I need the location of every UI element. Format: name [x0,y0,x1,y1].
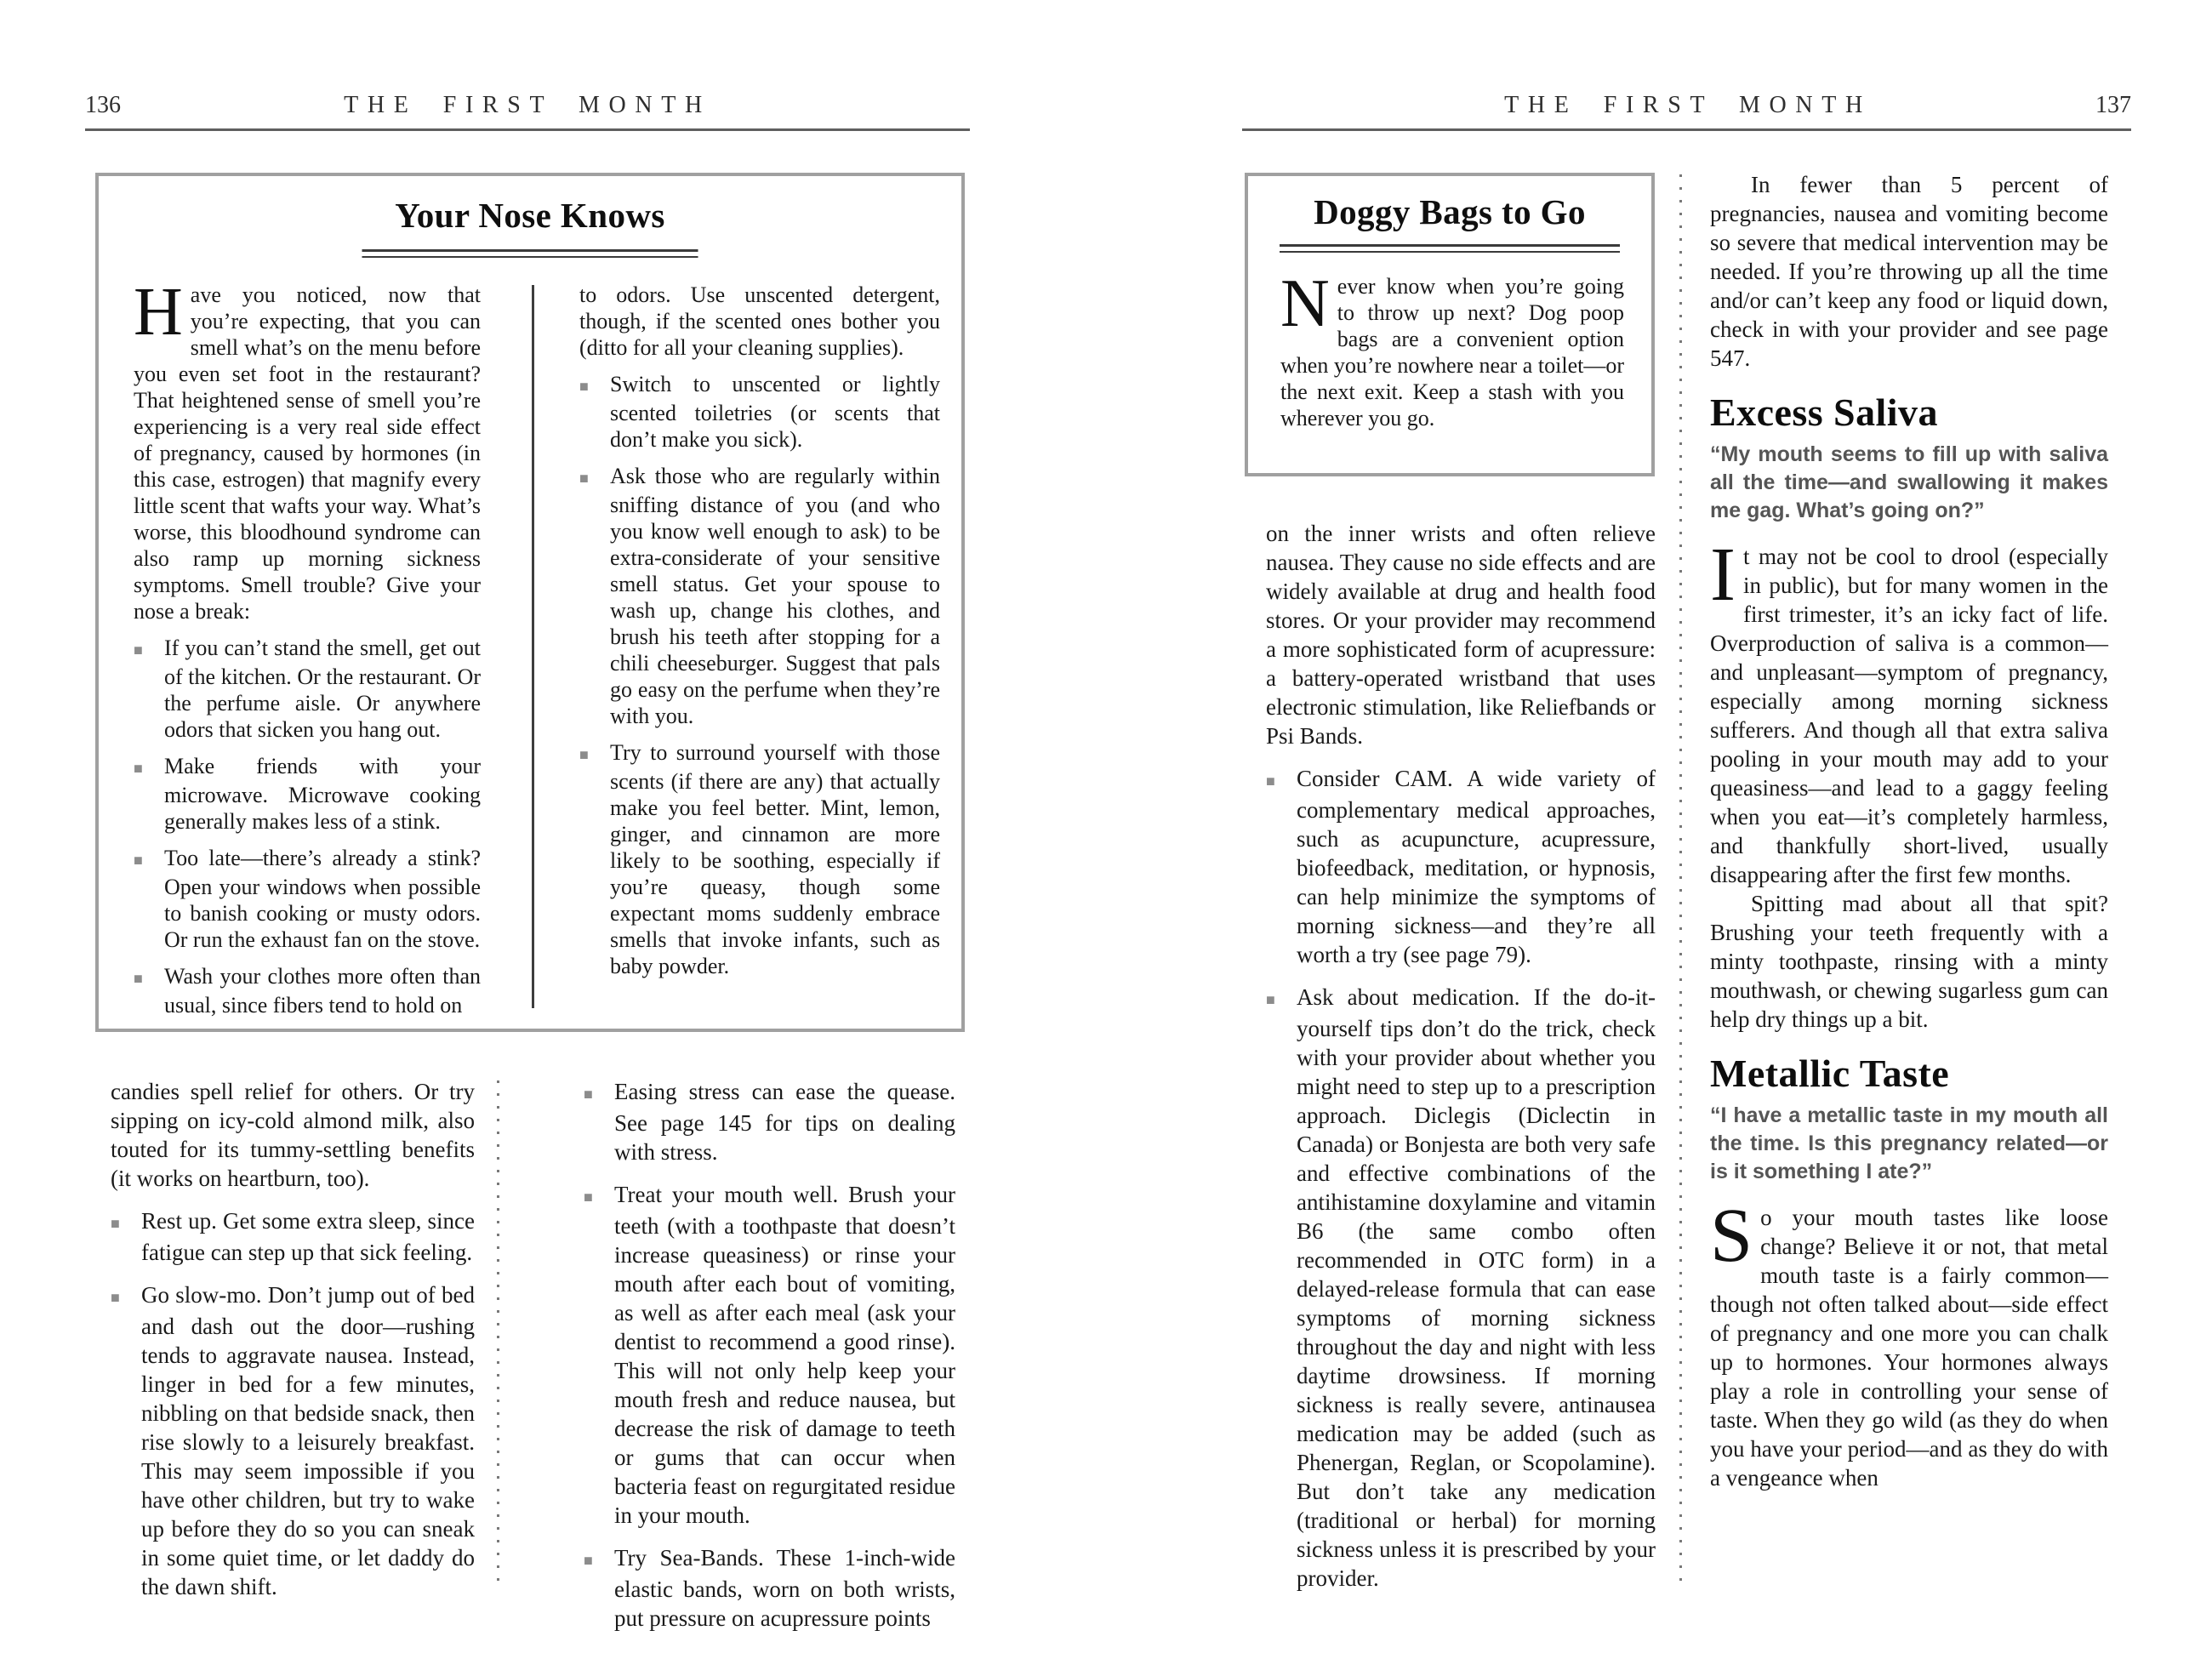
list-item-text: Go slow-mo. Don’t jump out of bed and dash out the door—rushing tends to aggravate nausea. Instead, linger in bed for a few minutes, nibbling on that bedside snack, then rise slowly to a leisurely breakfast. This may seem impossible if you have other children, but try to wake up before they do so you can sneak in some quiet time, or let daddy do the dawn shift. [141,1282,475,1599]
drop-cap: N [1280,266,1330,341]
reader-question: “I have a metallic taste in my mouth all the time. Is this pregnancy related—or is it something I ate?” [1710,1103,2108,1183]
paragraph-text: t may not be cool to drool (especially in public), but for many women in the first trimester, it’s an icky fact of life. Overproduction of saliva is a common—and unpleasant—symptom of pregnancy, especially among morning sickness sufferers. And though all that extra saliva pooling in your mouth may add to your queasiness—and lead to a gaggy feeling when you eat—it’s completely harmless, and thankfully short-lived, usually disappearing after the first few months. [1710,544,2108,887]
bullet-square-icon: ■ [1266,772,1275,790]
page-number: 137 [2095,92,2131,118]
paragraph-text: candies spell relief for others. Or try sipping on icy-cold almond milk, also touted for its tummy-settling benefits (it works on heartburn, too). [111,1079,475,1191]
bullet-square-icon: ■ [111,1215,120,1232]
paragraph [1266,519,1656,750]
paragraph-text: to odors. Use unscented detergent, though, if the scented ones bother you (ditto for all your cleaning supplies). [579,282,940,360]
paragraph [134,275,481,624]
tip-box-title: Your Nose Knows [395,196,665,235]
bullet-square-icon: ■ [134,852,143,869]
bullet-square-icon: ■ [579,378,589,395]
drop-cap: S [1710,1194,1753,1278]
list-item-text: Wash your clothes more often than usual, since fibers tend to hold on [164,964,481,1018]
body-column-right [1710,170,2108,1492]
list-item [134,753,481,835]
bullet-square-icon: ■ [134,970,143,987]
paragraph [1710,533,2108,889]
list-item [579,463,940,729]
list-item-text: Treat your mouth well. Brush your teeth (with a toothpaste that doesn’t increase queasiness) or rinse your mouth after each bout of vomiting, as well as after each meal (ask your dentist to recommend a good rinse). This will not only help keep your mouth fresh and reduce nausea, but decrease the risk of damage to teeth or gums that can occur when bacteria feast on regurgitated residue in your mouth. [614,1182,955,1528]
paragraph-text: o your mouth tastes like loose change? Believe it or not, that metal mouth taste is a fairly common—though not often talked about—side effect of pregnancy and one more you can chalk up to hormones. Your hormones always play a role in controlling your sense of taste. When they go wild (as they do when you have your period—and as they do with a vengeance when [1710,1205,2108,1491]
paragraph [1710,1194,2108,1492]
running-head-text: THE FIRST MONTH [1504,92,1872,118]
list-item-text: Ask about medication. If the do-it-yourself tips don’t do the trick, check with your provider about whether you might need to step up to a prescription approach. Diclegis (Diclectin in Canada) or Bonjesta are both very safe and effective combinations of the antihistamine doxylamine and vitamin B6 (the same combo often recommended in OTC form) in a delayed-release formula that can ease symptoms of morning sickness throughout the day and night with less daytime drowsiness. If morning sickness is really severe, antinausea medication may be added (such as Phenergan, Reglan, or Scopolamine). But don’t take any medication (traditional or herbal) for morning sickness unless it is prescribed by your provider. [1297,984,1656,1591]
list-item-text: Switch to unscented or lightly scented toiletries (or scents that don’t make you sick). [610,372,940,452]
section-heading-excess-saliva: Excess Saliva [1710,391,1938,434]
bullet-square-icon: ■ [134,760,143,777]
list-item-text: Too late—there’s already a stink? Open your windows when possible to banish cooking or musty odors. Or run the exhaust fan on the stove. [164,846,481,952]
bullet-square-icon: ■ [584,1189,593,1206]
list-item-text: Rest up. Get some extra sleep, since fatigue can step up that sick feeling. [141,1208,475,1265]
bullet-square-icon: ■ [584,1086,593,1103]
title-double-rule [1280,244,1620,253]
tip-box-nose [95,173,965,1032]
list-item [111,1280,475,1601]
drop-cap: I [1710,533,1736,617]
bullet-square-icon: ■ [584,1552,593,1569]
running-head [85,92,970,119]
bullet-square-icon: ■ [134,641,143,658]
title-double-rule [362,249,698,258]
paragraph [1710,170,2108,373]
list-item [111,1206,475,1267]
running-head-text: THE FIRST MONTH [344,92,711,118]
tip-box-title: Doggy Bags to Go [1314,192,1586,231]
bullet-square-icon: ■ [111,1289,120,1306]
bullet-square-icon: ■ [579,746,589,763]
column-divider [532,285,534,1008]
paragraph-text: ever know when you’re going to throw up next? Dog poop bags are a convenient option when you’re nowhere near a toilet—or the next exit. Keep a stash with you wherever you go. [1280,274,1624,430]
list-item [1266,764,1656,969]
body-column-right [584,1077,955,1633]
section-heading-metallic-taste: Metallic Taste [1710,1052,1950,1095]
paragraph [1280,266,1624,431]
right-page [1106,0,2212,1659]
box-column-left [134,275,481,1018]
list-item [584,1180,955,1530]
list-item-text: If you can’t stand the smell, get out of the kitchen. Or the restaurant. Or the perfume aisle. Or anywhere odors that sicken you hang out. [164,636,481,742]
paragraph-text: Spitting mad about all that spit? Brushing your teeth frequently with a minty toothpaste, rinsing with a minty mouthwash, or chewing sugarless gum can help dry things up a bit. [1710,891,2108,1032]
header-rule [1242,128,2131,131]
list-item-text: Try to surround yourself with those scents (if there are any) that actually make you feel better. Mint, lemon, ginger, and cinnamon are more likely to be soothing, especially if you’re queasy, though some expectant moms suddenly embrace smells that invoke infants, such as baby powder. [610,740,940,978]
bullet-square-icon: ■ [1266,991,1275,1008]
list-item-text: Make friends with your microwave. Microwave cooking generally makes less of a stink. [164,754,481,834]
body-column-left [1266,519,1656,1593]
paragraph [1710,889,2108,1034]
dotted-divider [1679,174,1682,1582]
paragraph-text: on the inner wrists and often relieve nausea. They cause no side effects and are widely available at drug and health food stores. Or your provider may recommend a more sophisticated form of acupressure: a battery-operated wristband that uses electronic stimulation, like Reliefbands or Psi Bands. [1266,521,1656,749]
reader-question: “My mouth seems to fill up with saliva all the time—and swallowing it makes me gag. What’s going on?” [1710,442,2108,522]
list-item-text: Easing stress can ease the quease. See page 145 for tips on dealing with stress. [614,1079,955,1165]
paragraph [579,282,940,361]
paragraph-text: ave you noticed, now that you’re expecting, that you can smell what’s on the menu before you even set foot in the restaurant? That heightened sense of smell you’re experiencing is a very real side effect of pregnancy, caused by hormones (in this case, estrogen) that magnify every little scent that wafts your way. What’s worse, this bloodhound syndrome can also ramp up morning sickness symptoms. Smell trouble? Give your nose a break: [134,282,481,624]
list-item [134,963,481,1018]
tip-box-doggy [1245,173,1655,476]
list-item [579,371,940,453]
box-paragraph [1280,266,1624,431]
paragraph-text: In fewer than 5 percent of pregnancies, nausea and vomiting become so severe that medical intervention may be needed. If you’re throwing up all the time and/or can’t keep any food or liquid down, check in with your provider and see page 547. [1710,172,2108,371]
box-column-right [579,282,940,979]
list-item-text: Consider CAM. A wide variety of complementary medical approaches, such as acupuncture, acupressure, biofeedback, meditation, or hypnosis, can help minimize the symptoms of morning sickness—and they’re all worth a try (see page 79). [1297,766,1656,967]
paragraph [111,1077,475,1193]
list-item [579,739,940,979]
dotted-divider [497,1080,499,1584]
list-item-text: Ask those who are regularly within sniffing distance of you (and who you know well enough to ask) to be extra-considerate of your sensitive smell status. Get your spouse to wash up, change his clothes, and brush his teeth after stopping for a chili cheeseburger. Suggest that pals go easy on the perfume when they’re with you. [610,464,940,728]
running-head [1245,92,2131,119]
list-item-text: Try Sea-Bands. These 1-inch-wide elastic bands, worn on both wrists, put pressure on acupressure points [614,1545,955,1631]
list-item [134,635,481,743]
page-number: 136 [85,92,121,118]
list-item [584,1543,955,1633]
list-item [134,845,481,953]
list-item [1266,983,1656,1593]
header-rule [85,128,970,131]
drop-cap: H [134,275,183,350]
list-item [584,1077,955,1166]
bullet-square-icon: ■ [579,470,589,487]
body-column-left [111,1077,475,1601]
